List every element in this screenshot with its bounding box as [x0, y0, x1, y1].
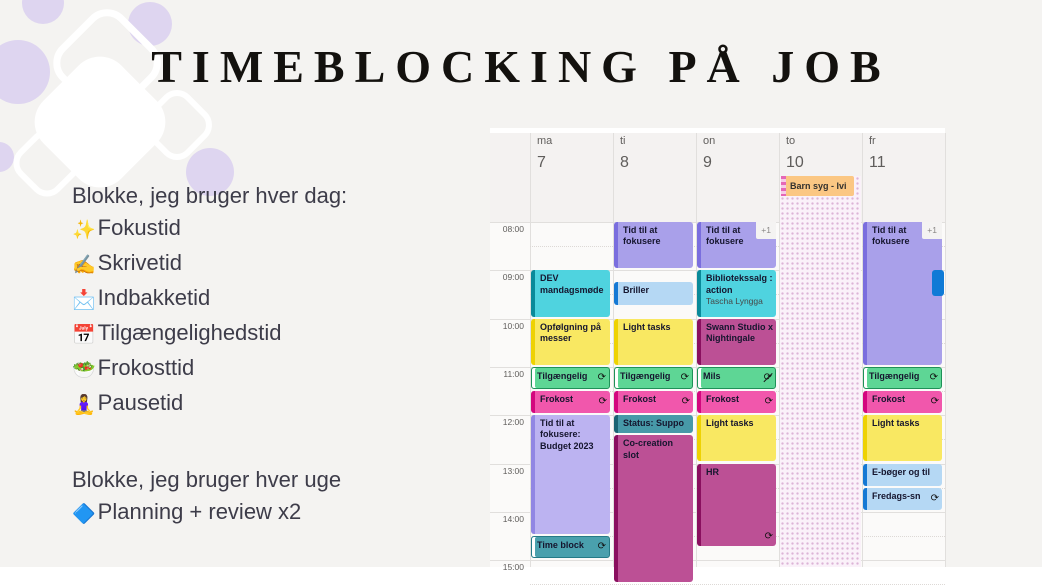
event-title: Fredags-sn — [872, 490, 921, 501]
event-title: DEV mandagsmøde — [540, 273, 604, 295]
list-item-label: Pausetid — [97, 390, 184, 415]
event-title: Briller — [623, 285, 650, 296]
list-item-label: Skrivetid — [97, 250, 183, 275]
calendar-event[interactable] — [863, 222, 942, 365]
calendar-day-headers — [490, 133, 945, 222]
time-label: 15:00 — [502, 562, 524, 573]
allday-event[interactable]: Barn syg - Ivi — [781, 176, 854, 196]
event-title: Frokost — [623, 394, 657, 405]
time-label: 13:00 — [502, 465, 524, 476]
list-item — [72, 352, 492, 387]
bullet-emoji-icon: ✍️ — [72, 255, 96, 276]
recurring-icon: ⟳ — [764, 531, 773, 543]
day-name: ma — [537, 135, 553, 147]
event-title: Frokost — [872, 394, 906, 405]
list-item-label: Indbakketid — [97, 285, 211, 310]
time-label: 10:00 — [502, 320, 524, 331]
calendar-event[interactable] — [531, 319, 610, 365]
day-date: 10 — [786, 154, 804, 171]
event-title: Swann Studio x Nightingale — [706, 321, 774, 343]
recurring-icon: ⟳ — [681, 396, 690, 408]
calendar-event[interactable] — [697, 270, 776, 316]
event-title: Light tasks — [623, 321, 671, 332]
event-title: Opfølgning på messer — [540, 321, 601, 343]
recurring-icon: ⟳ — [764, 396, 773, 408]
calendar-event[interactable] — [697, 464, 776, 547]
recurring-icon: ⟳ — [597, 371, 606, 383]
left-panel — [72, 180, 492, 531]
recurring-icon: ⟳ — [598, 396, 607, 408]
day-name: to — [786, 135, 796, 147]
calendar-event[interactable] — [614, 415, 693, 433]
recurring-crossed-icon: ⟳ — [763, 371, 772, 383]
calendar-event[interactable] — [697, 222, 776, 268]
event-title: Status: Suppo — [623, 418, 684, 429]
day-date: 7 — [537, 154, 546, 171]
event-title: Light tasks — [706, 418, 754, 429]
event-title: Frokost — [706, 394, 740, 405]
event-title: Tid til at fokusere — [872, 225, 910, 247]
bullet-emoji-icon: 🔷 — [72, 504, 96, 525]
time-label: 09:00 — [502, 272, 524, 283]
day-name: ti — [620, 135, 626, 147]
recurring-icon: ⟳ — [930, 396, 939, 408]
calendar-event[interactable] — [614, 222, 693, 268]
bullet-emoji-icon: 📅 — [72, 325, 96, 346]
time-label: 11:00 — [503, 368, 524, 379]
event-title: Tilgængelig — [537, 370, 588, 381]
list-item — [72, 387, 492, 422]
bullet-emoji-icon: 📩 — [72, 290, 96, 311]
column-line — [945, 133, 946, 567]
calendar-event[interactable] — [863, 488, 942, 510]
calendar-event[interactable] — [614, 367, 693, 389]
weekly-list — [72, 496, 492, 531]
daily-heading: Blokke, jeg bruger hver dag: — [72, 183, 348, 208]
decorative-circle — [22, 0, 64, 24]
calendar-event[interactable] — [697, 367, 776, 389]
time-label: 14:00 — [502, 513, 524, 524]
day-header[interactable] — [613, 135, 696, 220]
more-events-badge[interactable]: +1 — [922, 222, 942, 239]
event-title: Tilgængelig — [620, 370, 671, 381]
list-item-label: Frokosttid — [97, 355, 195, 380]
list-item-label: Fokustid — [97, 215, 181, 240]
calendar-event[interactable] — [614, 435, 693, 582]
decorative-circle — [0, 142, 14, 172]
calendar-event[interactable] — [531, 367, 610, 389]
day-date: 8 — [620, 154, 629, 171]
event-title: Co-creation slot — [623, 438, 674, 460]
day-name: on — [703, 135, 716, 147]
calendar — [490, 128, 945, 573]
calendar-event[interactable] — [697, 415, 776, 461]
event-title: Tid til at fokusere — [706, 225, 744, 247]
time-label: 08:00 — [502, 224, 524, 234]
bullet-emoji-icon: ✨ — [72, 220, 96, 241]
list-item-label: Tilgængelighedstid — [97, 320, 282, 345]
list-item — [72, 496, 492, 531]
recurring-icon: ⟳ — [930, 492, 939, 504]
event-title: Tid til at fokusere — [623, 225, 661, 247]
weekly-heading: Blokke, jeg bruger hver uge — [72, 467, 342, 492]
list-item — [72, 212, 492, 247]
event-title: Frokost — [540, 394, 574, 405]
recurring-icon: ⟳ — [929, 371, 938, 383]
more-events-badge[interactable]: +1 — [756, 222, 776, 239]
calendar-event[interactable] — [531, 391, 610, 413]
calendar-event[interactable] — [697, 391, 776, 413]
event-title: Time block — [537, 539, 584, 550]
calendar-event[interactable] — [531, 270, 610, 316]
hour-line — [490, 560, 945, 561]
event-subtitle: Tascha Lyngga — [706, 295, 763, 306]
recurring-icon: ⟳ — [597, 541, 606, 552]
day-date: 9 — [703, 154, 712, 171]
bullet-emoji-icon: 🧘‍♀️ — [72, 395, 96, 416]
day-header[interactable] — [862, 135, 945, 220]
calendar-event[interactable] — [531, 536, 610, 558]
day-header[interactable] — [696, 135, 779, 220]
calendar-event[interactable] — [863, 367, 942, 389]
day-name: fr — [869, 135, 876, 147]
day-date: 11 — [869, 154, 886, 171]
event-title: Tid til at fokusere: Budget 2023 — [540, 418, 594, 451]
page-title: TIMEBLOCKING PÅ JOB — [151, 41, 891, 92]
daily-list — [72, 212, 492, 422]
calendar-event[interactable] — [697, 319, 776, 365]
calendar-event[interactable] — [932, 270, 944, 296]
list-item — [72, 317, 492, 352]
calendar-event[interactable] — [531, 415, 610, 534]
list-item-label: Planning + review x2 — [97, 499, 302, 524]
out-of-office-pattern — [780, 176, 861, 567]
event-title: Bibliotekssalg : action — [706, 273, 773, 295]
calendar-event[interactable] — [614, 319, 693, 365]
time-label: 12:00 — [502, 417, 524, 428]
list-item — [72, 282, 492, 317]
list-item — [72, 247, 492, 282]
event-title: Tilgængelig — [869, 370, 920, 381]
calendar-event[interactable] — [863, 464, 942, 486]
event-title: Mils — [703, 370, 721, 381]
event-title: HR — [706, 466, 719, 477]
calendar-event[interactable] — [614, 391, 693, 413]
calendar-event[interactable] — [614, 282, 693, 304]
day-header[interactable] — [530, 135, 613, 220]
calendar-event[interactable] — [863, 391, 942, 413]
event-title: Light tasks — [872, 418, 920, 429]
calendar-event[interactable] — [863, 415, 942, 461]
bullet-emoji-icon: 🥗 — [72, 360, 96, 381]
recurring-icon: ⟳ — [680, 371, 689, 383]
event-title: E-bøger og til — [872, 466, 930, 477]
